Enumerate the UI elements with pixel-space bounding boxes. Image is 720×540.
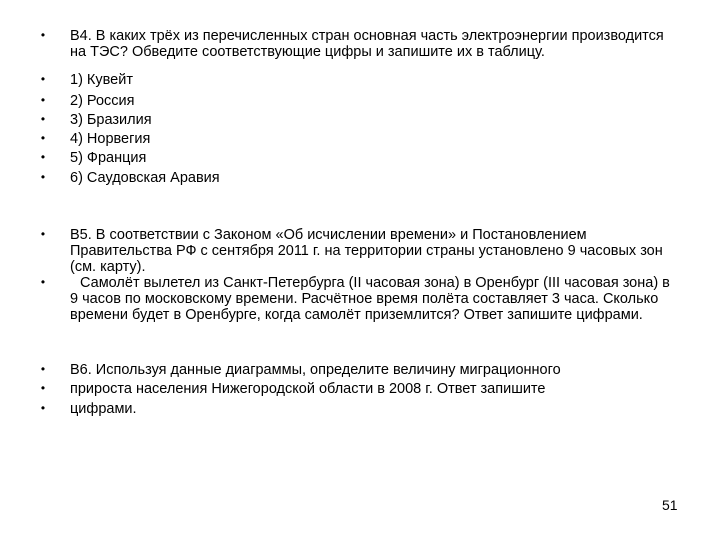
bullet: • <box>40 72 46 86</box>
bullet: • <box>40 170 46 184</box>
bullet: • <box>40 112 46 126</box>
b4-option-2: 2) Россия <box>70 93 135 109</box>
b4-option-5: 5) Франция <box>70 150 147 166</box>
b5-task-text: Самолёт вылетел из Санкт-Петербурга (II часовая зона) в Оренбург (III часовая зона) в 9 часов по московскому времени. Расчётное время полёта составляет 3 часа. Сколько времени будет в Оренбурге, когда самолёт приземлится? Ответ запишите цифрами. <box>70 275 670 323</box>
bullet: • <box>40 401 46 415</box>
b4-option-1: 1) Кувейт <box>70 72 133 88</box>
b6-question-line-1: В6. Используя данные диаграммы, определите величину миграционного <box>70 362 561 378</box>
bullet: • <box>40 150 46 164</box>
bullet: • <box>40 28 46 42</box>
bullet: • <box>40 131 46 145</box>
bullet: • <box>40 93 46 107</box>
bullet: • <box>40 227 46 241</box>
page-number: 51 <box>662 497 678 513</box>
bullet: • <box>40 381 46 395</box>
b4-option-3: 3) Бразилия <box>70 112 152 128</box>
b4-question-text: В4. В каких трёх из перечисленных стран основная часть электроэнергии производится на ТЭС? Обведите соответствующие цифры и запишите их в таблицу. <box>70 28 664 60</box>
b4-option-4: 4) Норвегия <box>70 131 151 147</box>
b5-question-text: В5. В соответствии с Законом «Об исчислении времени» и Постановлением Правительства РФ с сентября 2011 г. на территории страны установлено 9 часовых зон (см. карту). <box>70 227 663 275</box>
b6-question-line-3: цифрами. <box>70 401 137 417</box>
b6-question-line-2: прироста населения Нижегородской области в 2008 г. Ответ запишите <box>70 381 546 397</box>
bullet: • <box>40 362 46 376</box>
bullet: • <box>40 275 46 289</box>
b4-option-6: 6) Саудовская Аравия <box>70 170 220 186</box>
